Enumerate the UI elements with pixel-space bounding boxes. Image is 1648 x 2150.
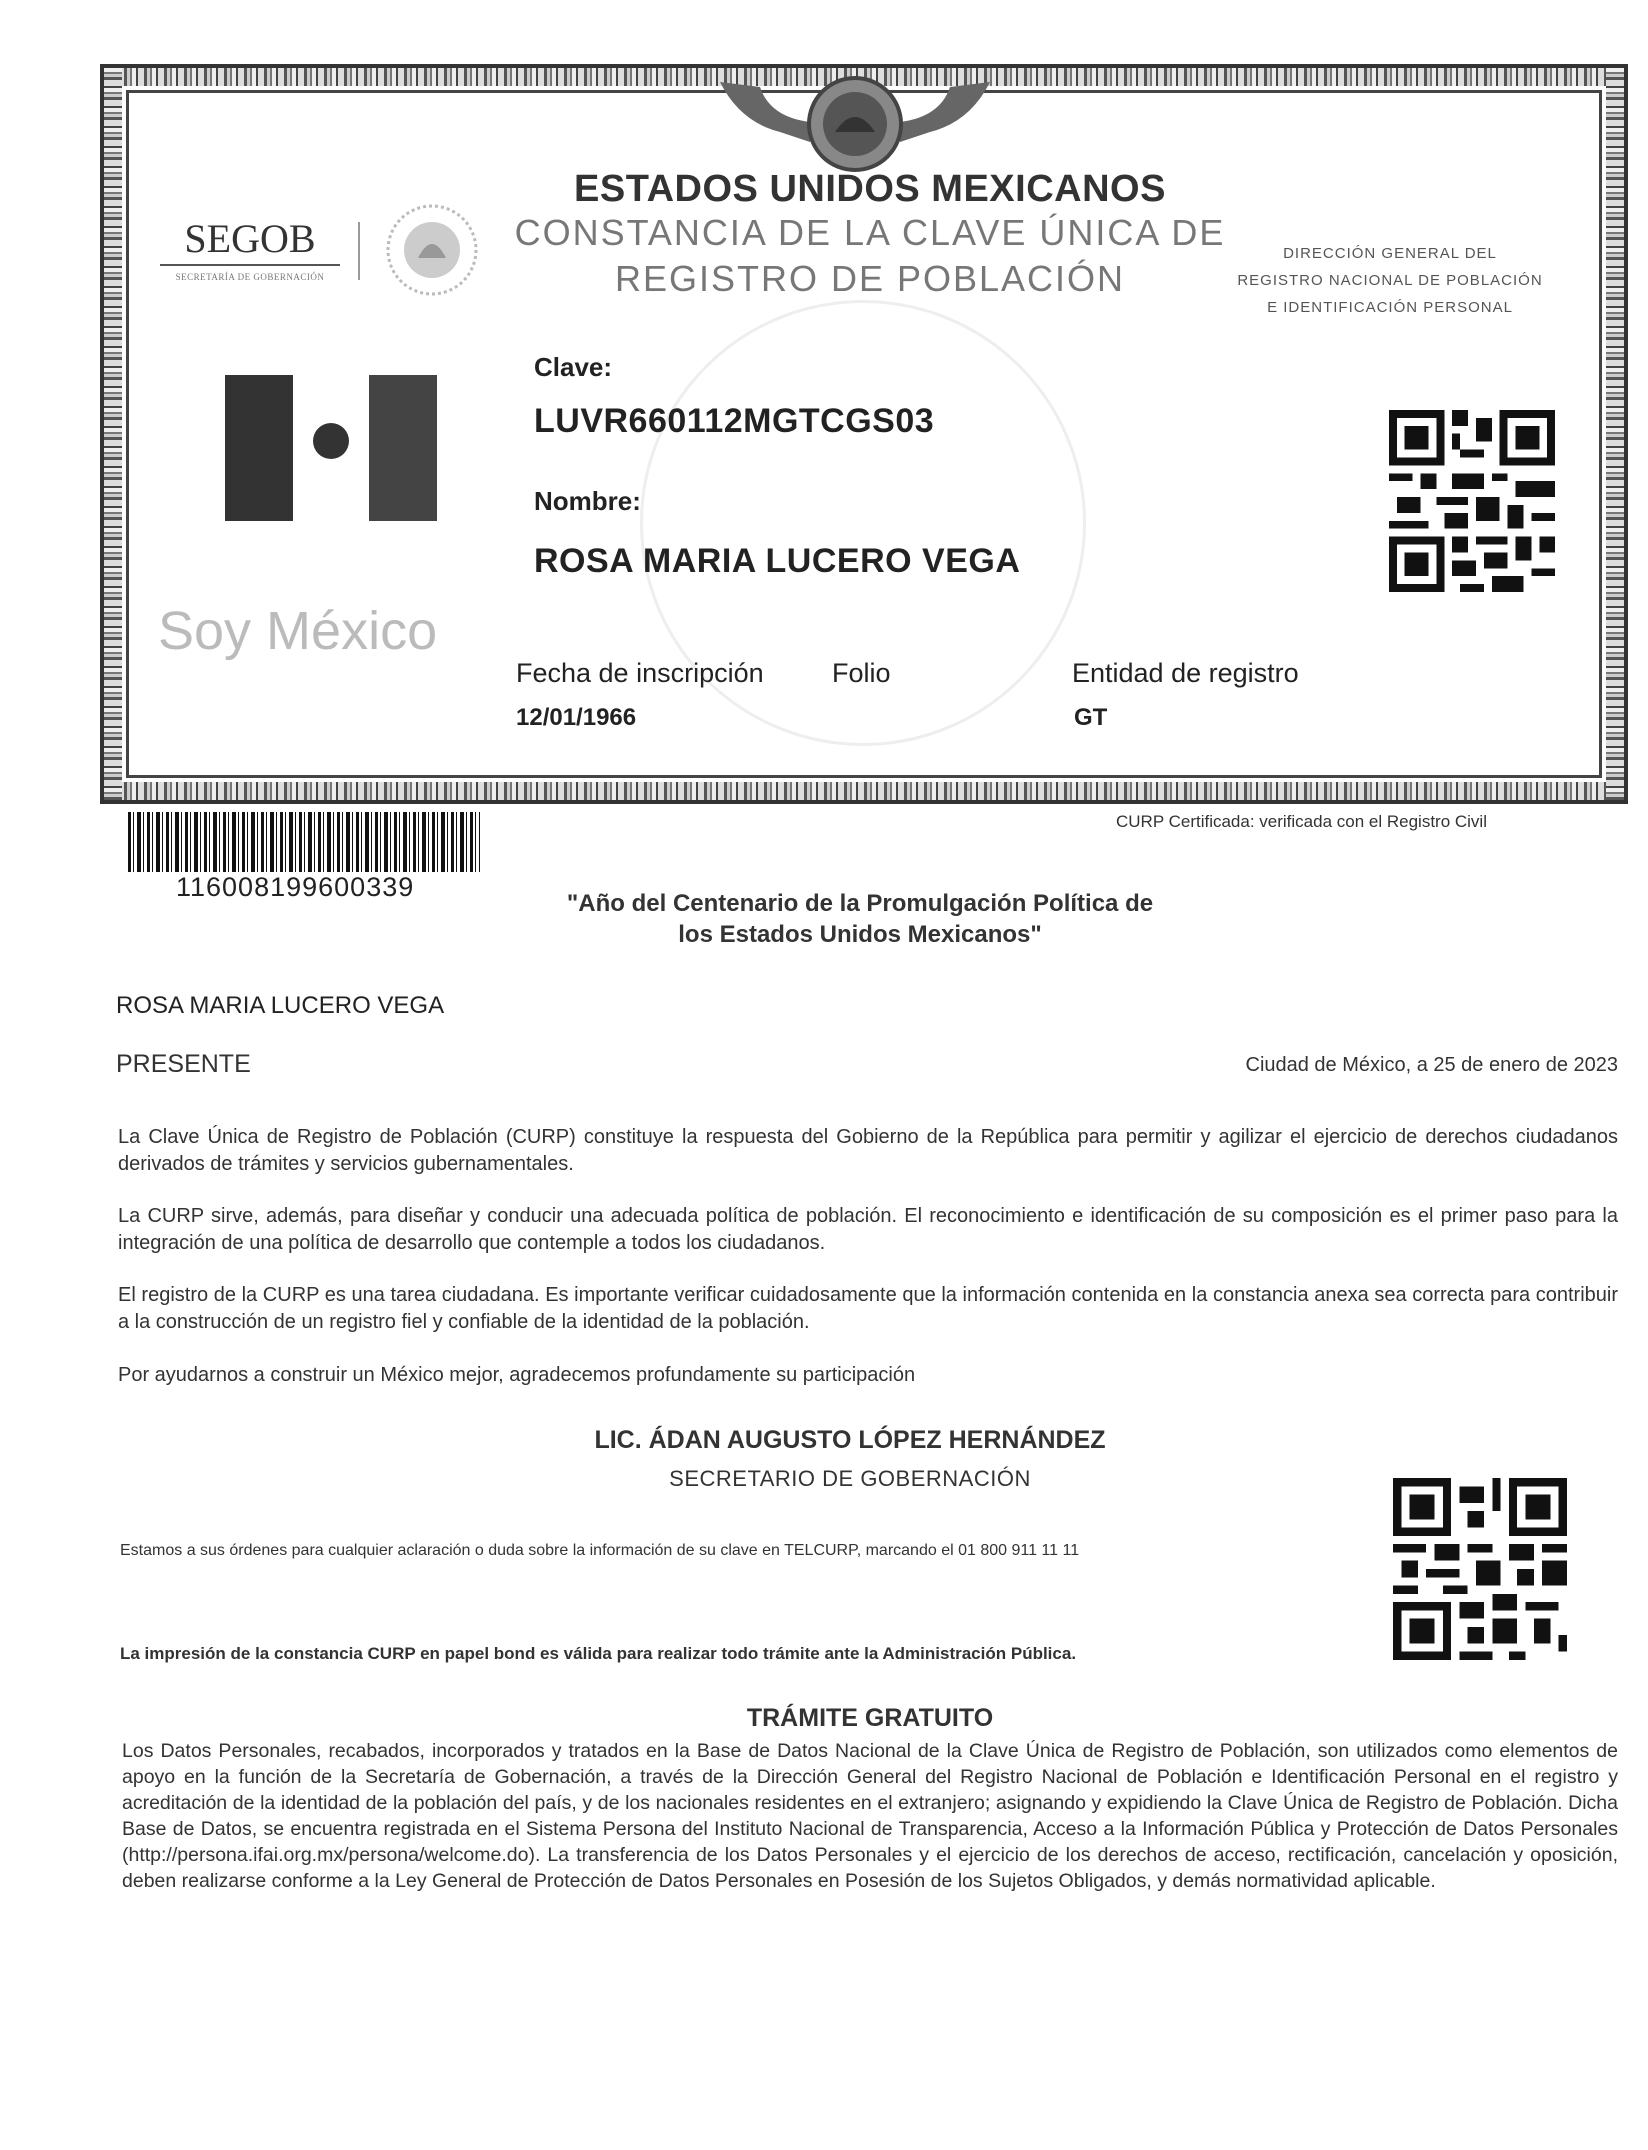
destinatario: ROSA MARIA LUCERO VEGA <box>116 992 445 1019</box>
lema <box>480 888 1240 950</box>
tramite-gratuito: TRÁMITE GRATUITO <box>746 1704 994 1732</box>
impresion-note: La impresión de la constancia CURP en papel bond es válida para realizar todo trámite ante la Administración Pública. <box>120 1644 1077 1663</box>
segob-subtitle: SECRETARÍA DE GOBERNACIÓN <box>175 272 325 282</box>
seal-icon <box>382 200 482 300</box>
segob-logo <box>160 215 340 282</box>
clave-value: LUVR660112MGTCGS03 <box>534 402 935 440</box>
barcode-number: 116008199600339 <box>176 872 415 902</box>
country-title: ESTADOS UNIDOS MEXICANOS <box>574 168 1166 210</box>
lema-line1: "Año del Centenario de la Promulgación Política de <box>566 890 1154 917</box>
direccion-line3: E IDENTIFICACIÓN PERSONAL <box>1267 299 1513 316</box>
entidad-value: GT <box>1074 704 1108 731</box>
paragraph-2: La CURP sirve, además, para diseñar y conducir una adecuada política de población. El reconocimiento e identificación de su composición es el primer paso para la integración de una política de desarrollo que contemple a todos los ciudadanos. <box>118 1205 1618 1254</box>
segob-name: SEGOB <box>160 215 340 266</box>
qr-code-icon <box>1388 410 1556 592</box>
constancia-title-line2: REGISTRO DE POBLACIÓN <box>614 258 1126 299</box>
folio-label: Folio <box>832 658 891 688</box>
direccion-line1: DIRECCIÓN GENERAL DEL <box>1283 245 1497 262</box>
presente: PRESENTE <box>116 1050 251 1078</box>
lugar-fecha: Ciudad de México, a 25 de enero de 2023 <box>1245 1054 1618 1076</box>
direccion-line2: REGISTRO NACIONAL DE POBLACIÓN <box>1237 272 1543 289</box>
soy-mexico-slogan: Soy México <box>158 601 438 661</box>
paragraph-1: La Clave Única de Registro de Población (CURP) constituye la respuesta del Gobierno de la República para permitir y agilizar el ejercicio de derechos ciudadanos derivados de trámites y servicios gubernamentales. <box>118 1126 1618 1175</box>
curp-certificada-note: CURP Certificada: verificada con el Registro Civil <box>1116 812 1487 831</box>
paragraph-3: El registro de la CURP es una tarea ciudadana. Es importante verificar cuidadosamente que la información contenida en la constancia anexa sea correcta para contribuir a la construcción de un registro fiel y confiable de la identidad de la población. <box>118 1284 1618 1333</box>
aviso-privacidad: Los Datos Personales, recabados, incorporados y tratados en la Base de Datos Nacional de la Clave Única de Registro de Población, son utilizados como elementos de apoyo en la función de la Secretaría de Gobernación, a través de la Dirección General del Registro Nacional de Población e Identificación Personal en el registro y acreditación de la identidad de la población del país, y de los nacionales residentes en el extranjero; asignando y expidiendo la Clave Única de Registro de Población. Dicha Base de Datos, se encuentra registrada en el Sistema Persona del Instituto Nacional de Transparencia, Acceso a la Información Pública y Protección de Datos Personales (http://persona.ifai.org.mx/persona/welcome.do). La transferencia de los Datos Personales y el ejercicio de los derechos de acceso, rectificación, cancelación y oposición, deben realizarse conforme a la Ley General de Protección de Datos Personales en Posesión de los Sujetos Obligados, y demás normatividad aplicable. <box>122 1740 1618 1892</box>
firmante: LIC. ÁDAN AUGUSTO LÓPEZ HERNÁNDEZ <box>594 1426 1106 1454</box>
fecha-value: 12/01/1966 <box>516 704 637 731</box>
telcurp-note: Estamos a sus órdenes para cualquier aclaración o duda sobre la información de su clave en TELCURP, marcando el 01 800 911 11 11 <box>120 1542 1080 1559</box>
entidad-label: Entidad de registro <box>1072 658 1299 688</box>
cargo: SECRETARIO DE GOBERNACIÓN <box>669 1466 1031 1491</box>
barcode-icon <box>128 812 480 872</box>
bottom-border-pattern <box>104 782 1624 800</box>
qr-code-icon <box>1392 1478 1568 1660</box>
clave-label: Clave: <box>534 352 613 382</box>
right-border-pattern <box>1606 68 1624 800</box>
logo-divider <box>358 222 360 280</box>
nombre-label: Nombre: <box>534 486 641 516</box>
coat-of-arms-icon <box>700 62 1010 172</box>
fecha-label: Fecha de inscripción <box>516 658 764 688</box>
left-border-pattern <box>104 68 122 800</box>
constancia-title-line1: CONSTANCIA DE LA CLAVE ÚNICA DE <box>514 212 1226 253</box>
paragraph-4: Por ayudarnos a construir un México mejor, agradecemos profundamente su participación <box>118 1364 916 1386</box>
lema-line2: los Estados Unidos Mexicanos" <box>678 921 1042 948</box>
direccion-general <box>1230 240 1550 321</box>
nombre-value: ROSA MARIA LUCERO VEGA <box>534 542 1021 580</box>
mexican-flag-icon <box>225 375 437 521</box>
